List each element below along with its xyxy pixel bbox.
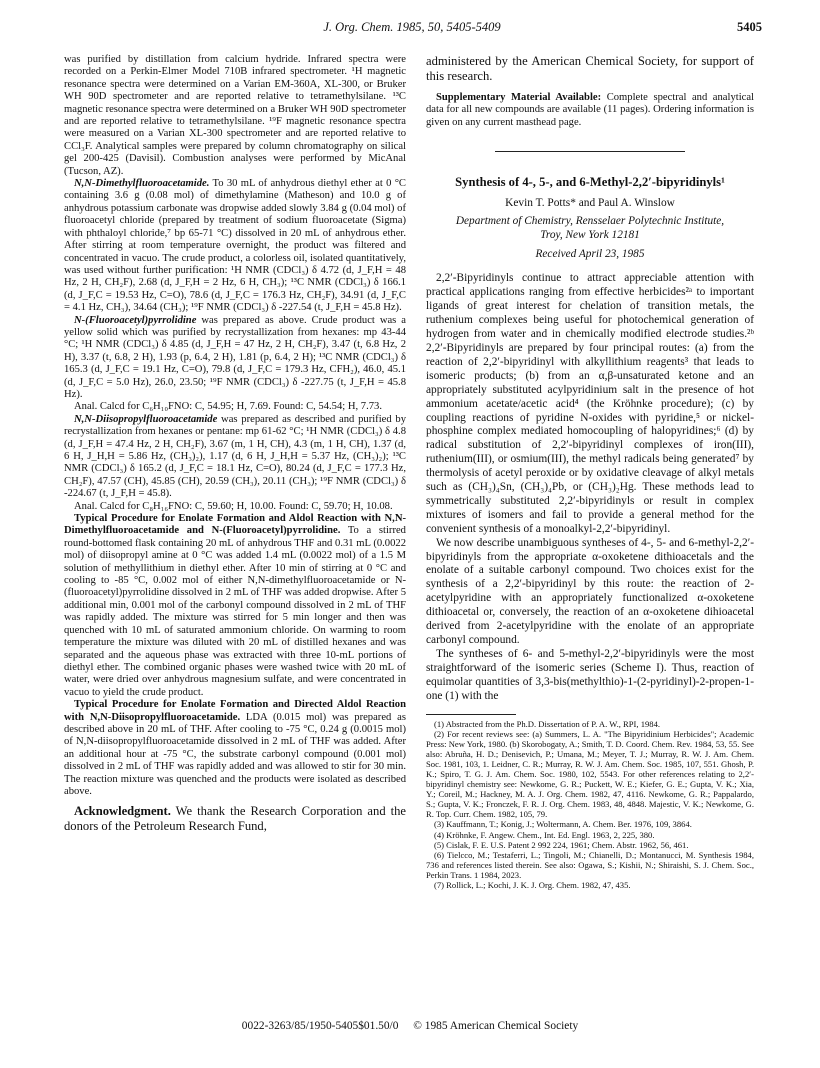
section-body: To a stirred round-bottomed flask containing 20 mL of anhydrous THF and 0.31 mL (0.0022 mol) of diisopropyl amine at 0 °C was added 1.4 mL (0.0022 mol) of a 1.5 M solution of methyllithium in diethyl ether. After 10 min of stirring at 0 °C and cooling to -85 °C, 0.002 mol of either N,N-dimethylfluoroacetamide or N-(fluoroacetyl)pyrrolidine dissolved in 2 mL of THF was added dropwise. After 5 additional min, 0.001 mol of the carbonyl compound dissolved in 2 mL of THF was rapidly added. The mixture was stirred for 5 min longer and then was quenched with 10 mL of saturated ammonium chloride. On warming to room temperature the mixture was diluted with 20 mL of distilled hexanes and was separated and the aqueous phase was extracted with three 10-mL portions of diethyl ether. The combined organic phases were washed twice with 20 mL of water, were dried over anhydrous magnesium sulfate, and were concentrated in vacuo to yield the crude product. (64, 525, 406, 698)
section-directed-aldol-procedure (64, 699, 406, 798)
footnote: (7) Rollick, L.; Kochi, J. K. J. Org. Chem. 1982, 47, 435. (434, 880, 631, 891)
section-heading: N,N-Diisopropylfluoroacetamide (74, 413, 218, 425)
right-column (426, 54, 754, 890)
intro-paragraph: The syntheses of 6- and 5-methyl-2,2′-bipyridinyls were the most straightforward of the isomeric series (Scheme I). Thus, reaction of equimolar quantities of 3,3-bis(methylthio)-1-(2-pyridinyl)-2-propen-1-one (1) with the (426, 647, 754, 702)
left-column (64, 54, 406, 834)
copyright: © 1985 American Chemical Society (413, 1020, 579, 1032)
section-heading: N-(Fluoroacetyl)pyrrolidine (74, 314, 197, 326)
section-dimethylfluoroacetamide (64, 178, 406, 314)
acknowledgment (64, 804, 406, 834)
affiliation-line: Department of Chemistry, Rensselaer Polytechnic Institute, (455, 215, 725, 228)
acknowledgment-continued: administered by the American Chemical Society, for support of this research. (426, 54, 754, 83)
intro-paragraph: We now describe unambiguous syntheses of 4-, 5- and 6-methyl-2,2′-bipyridinyls from the appropriate α-oxoketene dithioacetals and the enolate of a suitable carbonyl compound. Two choices exist for the synthesis of a 2,2′-bipyridinyl by this route: the reaction of 2-acetylpyridine with an appropriately functionalized α-oxoketene dithioacetal or, conversely, the reaction of an α-oxoketene dihioacetal derived from 2-acetylpyridine with the enolate of an appropriate carbonyl compound. (426, 536, 754, 646)
running-header (62, 20, 762, 38)
section-body: was prepared as above. Crude product was a yellow solid which was purified by recrystallization from hexanes: mp 43-44 °C; ¹H NMR (CDCl₃) δ 4.85 (d, J_F,H = 47 Hz, 2 H, CH₂F), 3.47 (t, 6.8 Hz, 2 H), 3.37 (t, 6.8, 2 H), 1.93 (p, 6.4, 2 H), 1.81 (p, 6.4, 2 H); ¹³C NMR (CDCl₃) δ 165.3 (d, J_F,C = 19.1 Hz, C=O), 79.8 (d, J_F,C = 179.3 Hz, CFH₂), 46.0, 45.1 (d, J_F,C = 5.0 Hz), 26.0, 23.50; ¹⁹F NMR (CDCl₃) δ -227.75 (t, J_F,H = 45.8 Hz). (64, 314, 406, 400)
section-diisopropylfluoroacetamide (64, 414, 406, 501)
section-body: was prepared as described and purified by recrystallization from hexanes or pentane: mp 61-62 °C; ¹H NMR (CDCl₃) δ 4.8 (d, J_F,H = 47.4 Hz, 2 H, CH₂F), 3.67 (m, 1 H, CH), 4.3 (m, 1 H, CH), 1.37 (d, 6 H, J_H,H = 5.86 Hz, (CH₃)₂), 1.17 (d, 6 H, J_H,H = 5.37 Hz, (CH₃)₂); ¹³C NMR (CDCl₃) δ 165.2 (d, J_F,C = 18.1 Hz, C=O), 80.24 (d, J_F,C = 177.3 Hz, CH₂F), 47.57 (CH), 45.85 (CH), 20.59 (CH₃), 20.11 (CH₃); ¹⁹F NMR (CDCl₃) δ -224.67 (t, J_F,H = 45.8). (64, 413, 406, 500)
page-footer (0, 1020, 820, 1032)
received-date: Received April 23, 1985 (535, 248, 645, 261)
footnote: (5) Cislak, F. E. U.S. Patent 2 992 224, 1961; Chem. Abstr. 1962, 56, 461. (434, 839, 689, 850)
article-title: Synthesis of 4-, 5-, and 6-Methyl-2,2′-bipyridinyls¹ (455, 175, 725, 190)
footnote: (1) Abstracted from the Ph.D. Dissertation of P. A. W., RPI, 1984. (434, 718, 661, 729)
footnote: (6) Tielcco, M.; Testaferri, L.; Tingoli, M.; Chianelli, D.; Montanucci, M. Synthesis 1984, 736 and references listed therein. See also: Ogawa, S.; Kishii, N.; Shiraishi, S. J. Chem. Soc., Perkin Trans. 1 1984, 2023. (426, 849, 754, 880)
section-body: LDA (0.015 mol) was prepared as described above in 20 mL of THF. After cooling to -75 °C, 0.24 g (0.0015 mol) of N,N-diisopropylfluoroacetamide dissolved in 2 mL of THF was added. After an additional hour at -75 °C, the substrate carbonyl compound (0.001 mol) dissolved in 2 mL of THF was rapidly added and was allowed to stir for 30 min. The reaction mixture was quenched and the products were isolated as described above. (64, 711, 406, 797)
footnote: (3) Kauffmann, T.; Konig, J.; Woltermann, A. Chem. Ber. 1976, 109, 3864. (434, 819, 692, 830)
experimental-paragraph: was purified by distillation from calcium hydride. Infrared spectra were recorded on a Perkin-Elmer Model 710B infrared spectrometer. ¹H magnetic resonance spectra were determined on a Varian EM-360A, XL-300, or Bruker WH 90D spectrometer and are reported relative to tetramethylsilane. ¹³C magnetic resonance spectra were determined on a Bruker WH 90D spectrometer and are reported relative to tetramethylsilane. ¹⁹F magnetic resonance spectra were measured on a Varian XL-300 spectrometer and are reported relative to CCl₃F. Analytical samples were prepared by column chromatography on silical gel 200-425 (Davisil). Combustion analyses were performed by MicAnal (Tucson, AZ). (64, 54, 406, 177)
article-authors: Kevin T. Potts* and Paul A. Winslow (505, 196, 675, 209)
article-code: 0022-3263/85/1950-5405$01.50/0 (241, 1020, 399, 1032)
section-heading: Typical Procedure for Enolate Formation and Directed Aldol Reaction with N,N-Diisopropylfluoroacetamide. (64, 699, 406, 723)
analysis-paragraph: Anal. Calcd for C₈H₁₆FNO: C, 59.60; H, 10.00. Found: C, 59.70; H, 10.08. (74, 500, 393, 512)
supplementary-material (426, 92, 754, 129)
supplementary-heading: Supplementary Material Available: (436, 92, 602, 103)
section-heading: Typical Procedure for Enolate Formation and Aldol Reaction with N,N-Dimethylfluoroacetamide and N-(Fluoroacetyl)pyrrolidine. (64, 513, 406, 537)
affiliation-line: Troy, New York 12181 (540, 228, 640, 241)
analysis-paragraph: Anal. Calcd for C₆H₁₀FNO: C, 54.95; H, 7.69. Found: C, 54.54; H, 7.73. (74, 401, 382, 413)
journal-citation: J. Org. Chem. 1985, 50, 5405-5409 (323, 20, 501, 34)
footnote: (2) For recent reviews see: (a) Summers, L. A. "The Bipyridinium Herbicides"; Academic Press: New York, 1980. (b) Skorobogaty, A.; Smith, T. D. Coord. Chem. Rev. 1984, 53, 55. See also: Abruña, H. D.; Denisevich, P.; Umana, M.; Meyer, T. J.; Murray, R. W. J. Am. Chem. Soc. 1981, 103, 1. Leidner, C. R.; Murray, R. W. J. Am. Chem. Soc. 1985, 107, 551. Ghosh, P. K.; Spiro, T. G. J. Am. Chem. Soc. 1980, 102, 5543. For other references relating to 2,2′-bipyridinyl chemistry see: Newkome, G. R.; Puckett, W. E.; Kiefer, G. E.; Gupta, V. K.; Xia, Y.; Coreil, M.; Hackney, M. A. J. Org. Chem. 1982, 47, 4116. Newkome, G. R.; Pappalardo, S.; Gupta, V. K.; Fronczek, F. R. J. Org. Chem. 1983, 48, 4848. Majestic, V. K.; Newkome, G. R. Top. Curr. Chem. 1982, 105, 79. (426, 728, 754, 820)
acknowledgment-heading: Acknowledgment. (74, 804, 171, 819)
article-divider (495, 151, 685, 152)
intro-paragraph: 2,2′-Bipyridinyls continue to attract appreciable attention with practical applications ranging from effective herbicides²ᵃ to important ligands of great interest for chelation of transition metals, the ruthenium complexes being useful for photochemical generation of hydrogen from water and in chemically modified electrode studies.²ᵇ 2,2′-Bipyridinyls are prepared by four principal routes: (a) from the reaction of 2,2′-bipyridinyl with alkyllithium reagents³ that leads to isomeric products; (b) from an α,β-unsaturated ketone and an appropriately substituted acylpyridinium salt in the presence of hot ammonium acetate/acetic acid⁴ (the Kröhnke procedure); (c) by coupling reactions of pyridine N-oxides with pyridine,⁵ or nickel-phosphine complex mediated homocoupling of halopyridines;⁶ (d) by radical substitution of 2,2′-bipyridinyl complexes of iron(III), ruthenium(III), or osmium(III), the methyl radicals being generated⁷ by thermolysis of acetyl peroxide or by oxidative cleavage of alkyl metals such as (CH₃)₄Sn, (CH₃)₄Pb, or (CH₃)₂Hg. These methods lead to symmetrically substituted 2,2′-bipyridinyls or result in complex mixtures of isomers and fail to provide a general method for the convenient synthesis of a monoalkyl-2,2′-bipyridinyl. (426, 272, 754, 535)
page-number: 5405 (737, 20, 762, 34)
section-fluoroacetylpyrrolidine (64, 315, 406, 402)
section-heading: N,N-Dimethylfluoroacetamide. (74, 178, 210, 190)
acknowledgment-body: We thank the Research Corporation and the donors of the Petroleum Research Fund, (64, 804, 406, 834)
footnotes (426, 719, 754, 891)
section-aldol-procedure (64, 513, 406, 699)
section-body: To 30 mL of anhydrous diethyl ether at 0 °C containing 3.6 g (0.08 mol) of dimethylamine (Matheson) and 10.0 g of anhydrous potassium carbonate was dropwise added slowly 3.84 g (0.04 mol) of fluoroacetyl chloride (prepared by treatment of sodium fluoroacetate (Sigma) with phthaloyl chloride,⁷ bp 65-71 °C) dissolved in 20 mL of anhydrous ether. After stirring at room temperature overnight, the product was filtered and concentrated in vacuo. The crude product, a colorless oil, isolated quantitatively, was used without further purification: ¹H NMR (CDCl₃) δ 4.72 (d, J_F,H = 48 Hz, 2 H, CH₂F), 2.68 (d, J_F,H = 2 Hz, 6 H, CH₃); ¹³C NMR (CDCl₃) δ 166.1 (d, J_F,C = 19.53 Hz, C=O), 78.6 (d, J_F,C = 176.3 Hz, CH₂F), 34.91 (d, J_F,C = 4.1 Hz, CH₃), 34.64 (CH₃); ¹⁹F NMR (CDCl₃) δ -227.54 (t, J_F,H = 45.8 Hz). (64, 178, 406, 314)
supplementary-body: Complete spectral and analytical data for all new compounds are available (11 pages). Ordering information is given on any current masthead page. (426, 92, 754, 128)
footnote: (4) Kröhnke, F. Angew. Chem., Int. Ed. Engl. 1963, 2, 225, 380. (434, 829, 655, 840)
footnote-rule (426, 714, 516, 715)
